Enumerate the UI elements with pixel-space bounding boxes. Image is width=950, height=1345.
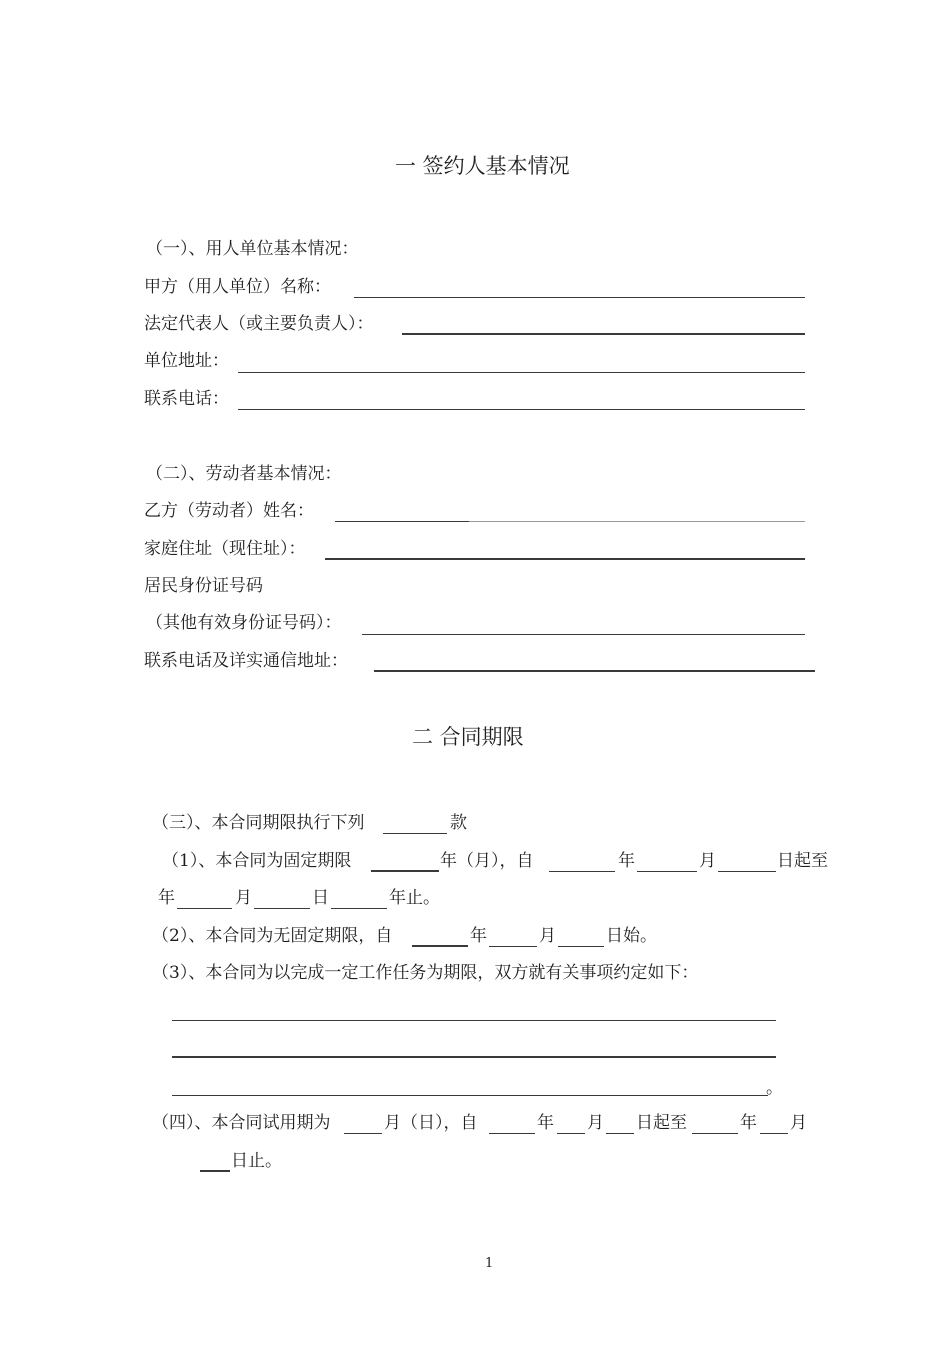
worker-contact-field[interactable]: [374, 670, 815, 672]
employer-phone-field[interactable]: [238, 409, 805, 410]
worker-id-label-2: （其他有效身份证号码）：: [146, 613, 342, 633]
probation-text: （四）、本合同试用期为: [152, 1113, 331, 1133]
page-number: 1: [485, 1256, 494, 1271]
clause3-text: （三）、本合同期限执行下列: [152, 813, 365, 833]
probation-end-month-field[interactable]: [760, 1133, 788, 1134]
fixed-term-unit: 年（月），自: [440, 851, 534, 871]
worker-home-field[interactable]: [325, 558, 805, 560]
probation-end-suffix: 日止。: [231, 1151, 282, 1171]
open-start-month-label: 月: [539, 926, 556, 946]
task-terms-line-3[interactable]: [172, 1095, 768, 1096]
open-start-year-label: 年: [470, 926, 487, 946]
worker-name-field-ext: [469, 521, 805, 522]
fixed-start-year-field[interactable]: [549, 871, 615, 872]
fixed-end-month-label: 月: [235, 888, 252, 908]
employer-phone-label: 联系电话：: [144, 389, 229, 409]
open-start-suffix: 日始。: [606, 926, 657, 946]
clause3-suffix: 款: [450, 813, 467, 833]
worker-id-label-1: 居民身份证号码: [144, 576, 263, 596]
fixed-start-month-label: 月: [699, 851, 716, 871]
probation-length-field[interactable]: [344, 1133, 382, 1134]
worker-home-label: 家庭住址（现住址）：: [144, 539, 306, 559]
section-title-2: 二 合同期限: [412, 725, 524, 749]
fixed-start-day-label: 日起至: [777, 851, 828, 871]
probation-end-year-label: 年: [740, 1113, 757, 1133]
probation-unit: 月（日），自: [384, 1113, 478, 1133]
probation-end-year-field[interactable]: [692, 1133, 738, 1134]
employer-heading: （一）、用人单位基本情况：: [146, 239, 359, 259]
probation-end-month-label: 月: [790, 1113, 807, 1133]
task-terms-line-1[interactable]: [172, 1020, 776, 1021]
employer-name-label: 甲方（用人单位）名称：: [144, 277, 331, 297]
fixed-start-year-label: 年: [618, 851, 635, 871]
clause3-option-field[interactable]: [383, 833, 447, 834]
task-terms-line-2[interactable]: [172, 1056, 776, 1058]
fixed-end-year-prefix: 年: [158, 888, 175, 908]
fixed-end-year-field[interactable]: [177, 908, 232, 909]
employer-address-label: 单位地址：: [144, 351, 229, 371]
worker-name-field[interactable]: [335, 521, 469, 522]
employer-address-field[interactable]: [238, 372, 805, 373]
open-term-text: （2）、本合同为无固定期限，自: [152, 926, 393, 946]
open-start-month-field[interactable]: [489, 946, 537, 947]
open-start-day-field[interactable]: [558, 946, 604, 947]
fixed-end-day-field[interactable]: [331, 908, 387, 909]
employer-name-field[interactable]: [354, 297, 805, 298]
open-start-year-field[interactable]: [412, 945, 468, 947]
probation-start-year-field[interactable]: [489, 1133, 535, 1134]
task-terms-end-mark: 。: [766, 1078, 783, 1098]
worker-id-field[interactable]: [362, 634, 805, 635]
fixed-start-day-field[interactable]: [718, 871, 776, 872]
worker-contact-label: 联系电话及详实通信地址：: [144, 651, 348, 671]
section-title-1: 一 签约人基本情况: [395, 154, 570, 178]
probation-start-year-label: 年: [537, 1113, 554, 1133]
fixed-start-month-field[interactable]: [637, 871, 697, 872]
worker-heading: （二）、劳动者基本情况：: [146, 464, 342, 484]
probation-end-day-field[interactable]: [200, 1170, 230, 1172]
fixed-term-text: （1）、本合同为固定期限: [162, 851, 352, 871]
fixed-end-day-label: 日: [312, 888, 329, 908]
fixed-end-month-field[interactable]: [254, 908, 310, 909]
employer-rep-label: 法定代表人（或主要负责人）：: [144, 314, 374, 334]
task-term-text: （3）、本合同为以完成一定工作任务为期限，双方就有关事项约定如下：: [152, 963, 699, 983]
probation-start-day-field[interactable]: [606, 1133, 634, 1134]
worker-name-label: 乙方（劳动者）姓名：: [144, 501, 314, 521]
probation-start-month-label: 月: [587, 1113, 604, 1133]
fixed-term-length-field[interactable]: [371, 870, 439, 872]
fixed-end-suffix: 年止。: [389, 888, 440, 908]
probation-start-month-field[interactable]: [557, 1133, 585, 1134]
employer-rep-field[interactable]: [402, 333, 805, 335]
probation-start-day-label: 日起至: [636, 1113, 687, 1133]
